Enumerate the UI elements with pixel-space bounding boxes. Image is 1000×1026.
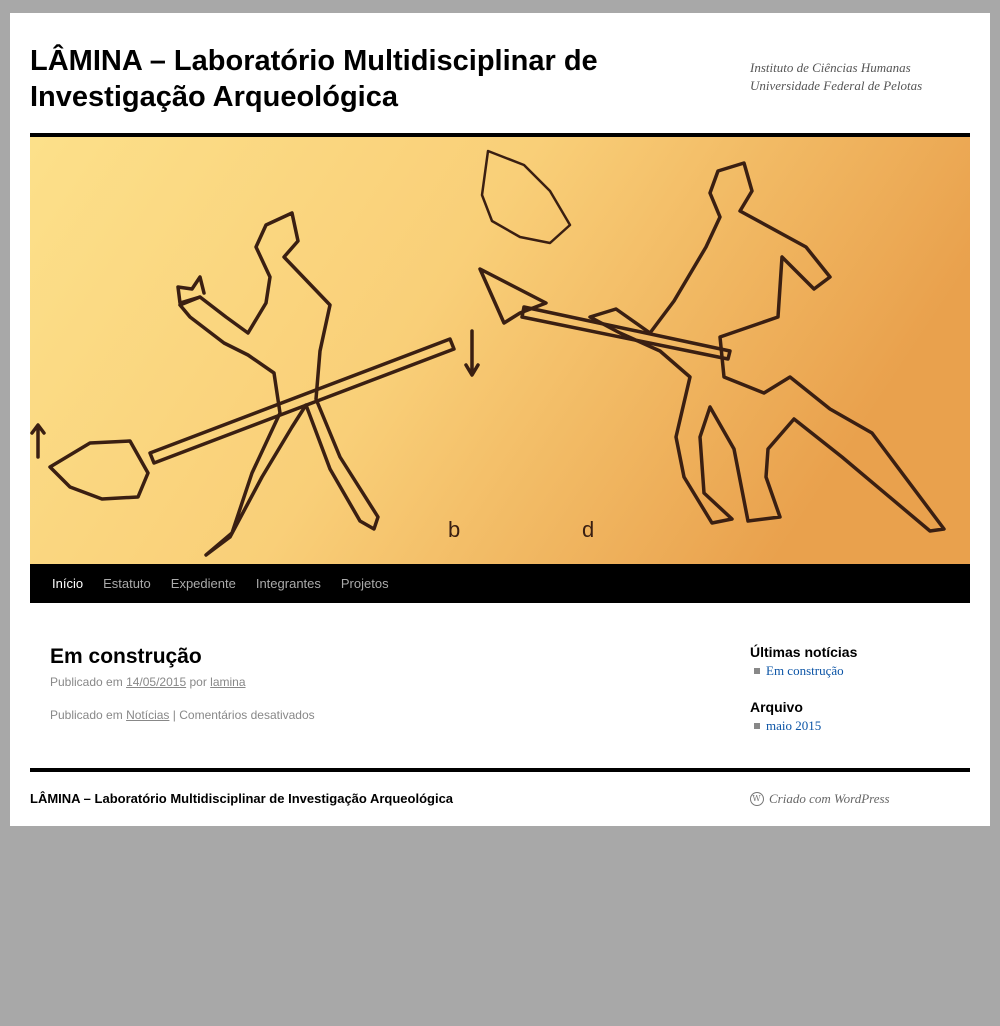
recent-post-link[interactable]: Em construção <box>766 663 844 678</box>
footer-site-info[interactable]: LÂMINA – Laboratório Multidisciplinar de Investigação Arqueológica <box>30 791 454 806</box>
footer-divider <box>30 768 970 772</box>
site-title[interactable]: LÂMINA – Laboratório Multidisciplinar de Investigação Arqueológica <box>30 45 598 113</box>
nav-item-inicio[interactable]: Início <box>52 576 84 591</box>
post-date-link[interactable]: 14/05/2015 <box>126 675 187 689</box>
wordpress-icon <box>750 792 764 806</box>
header-banner-image <box>30 137 970 564</box>
archive-item <box>750 716 970 735</box>
footer-generator-link[interactable] <box>750 790 890 808</box>
post-meta-prefix: Publicado em <box>50 675 123 689</box>
recent-post-item <box>750 661 970 680</box>
banner-background <box>30 137 970 564</box>
post-utility-prefix: Publicado em <box>50 708 123 722</box>
banner-illustration <box>30 137 970 564</box>
site-description-line-1: Instituto de Ciências Humanas <box>750 60 911 75</box>
archive-widget <box>750 698 970 735</box>
post-title[interactable]: Em construção <box>50 645 202 668</box>
site-description-line-2: Universidade Federal de Pelotas <box>750 78 923 93</box>
main-content <box>50 643 690 724</box>
archive-title: Arquivo <box>750 699 803 715</box>
nav-item-estatuto[interactable]: Estatuto <box>103 576 151 591</box>
page-wrapper <box>10 13 990 826</box>
post <box>50 643 690 724</box>
site-description <box>750 59 970 95</box>
nav-item-projetos[interactable]: Projetos <box>340 576 389 591</box>
recent-posts-title: Últimas notícias <box>750 644 858 660</box>
nav-menu <box>30 564 970 603</box>
banner-label-b: b <box>448 517 461 542</box>
recent-posts-widget <box>750 643 970 680</box>
footer-generator-text: Criado com WordPress <box>769 791 890 806</box>
main-navigation <box>30 564 970 603</box>
nav-item-integrantes[interactable]: Integrantes <box>255 576 321 591</box>
post-utility-separator: | <box>172 708 176 722</box>
post-comments-status: Comentários desativados <box>179 708 315 722</box>
post-author-link[interactable]: lamina <box>210 675 246 689</box>
post-category-link[interactable]: Notícias <box>126 708 170 722</box>
post-meta <box>50 673 690 691</box>
banner-label-d: d <box>582 517 595 542</box>
sidebar <box>750 643 970 753</box>
post-meta-by: por <box>189 675 207 689</box>
nav-item-expediente[interactable]: Expediente <box>170 576 236 591</box>
archive-link[interactable]: maio 2015 <box>766 718 822 733</box>
post-utility <box>50 706 690 724</box>
